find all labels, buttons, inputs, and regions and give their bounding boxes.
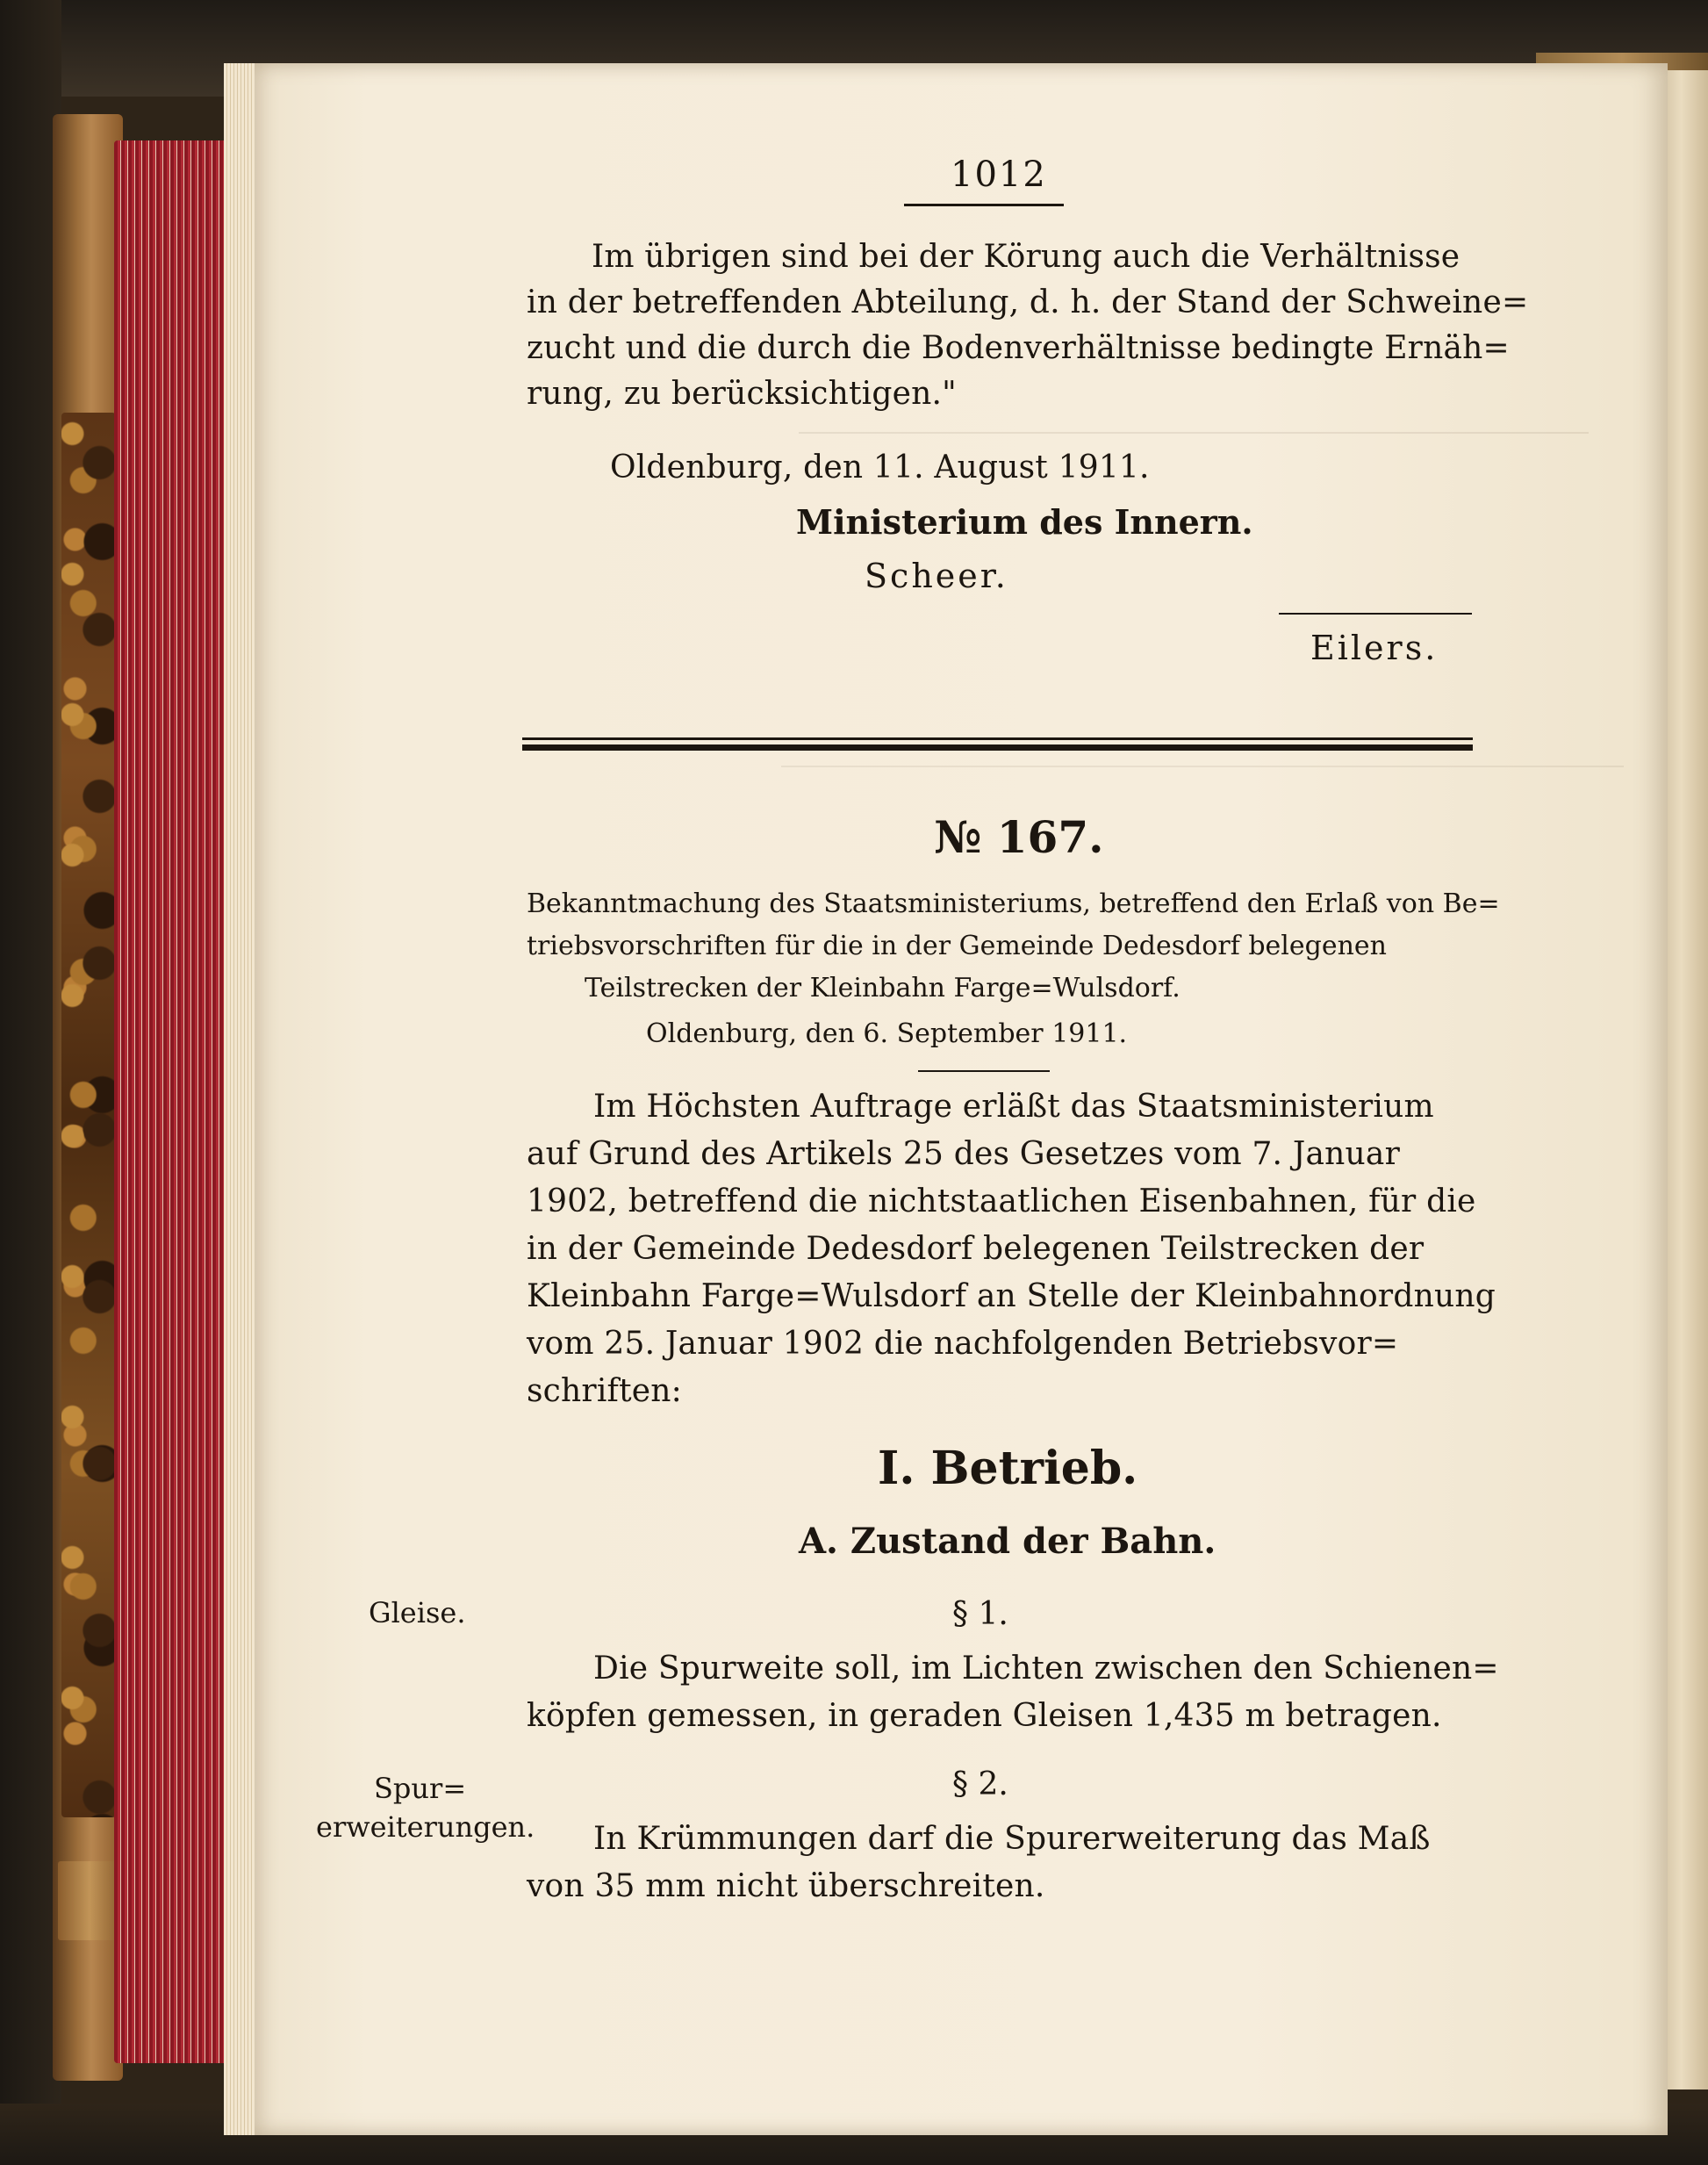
paragraph-line: In Krümmungen darf die Spurerweiterung das Maß — [593, 1821, 1431, 1857]
paragraph-line: von 35 mm nicht überschreiten. — [527, 1868, 1045, 1904]
continuation-line: zucht und die durch die Bodenverhältnisse bedingte Ernäh= — [527, 330, 1510, 366]
body-line: auf Grund des Artikels 25 des Gesetzes vom 7. Januar — [527, 1136, 1400, 1172]
announcement-heading-line: Teilstrecken der Kleinbahn Farge=Wulsdorf. — [585, 973, 1181, 1003]
spine-band — [58, 1861, 121, 1940]
announcement-place-date: Oldenburg, den 6. September 1911. — [646, 1018, 1128, 1049]
page-number-rule — [904, 204, 1064, 206]
paragraph-sign: § 1. — [952, 1596, 1008, 1632]
signature-ministry: Ministerium des Innern. — [796, 502, 1253, 542]
page-number: 1012 — [951, 155, 1047, 195]
marbled-cover — [61, 413, 116, 1817]
section-divider-thick — [522, 744, 1473, 751]
announcement-number: № 167. — [934, 811, 1104, 863]
paragraph-line: köpfen gemessen, in geraden Gleisen 1,435 m betragen. — [527, 1698, 1442, 1734]
signature-place-date: Oldenburg, den 11. August 1911. — [610, 450, 1150, 486]
body-line: Im Höchsten Auftrage erläßt das Staatsministerium — [593, 1089, 1434, 1125]
bleed-through-mark — [781, 766, 1624, 767]
body-line: schriften: — [527, 1373, 682, 1409]
body-line: in der Gemeinde Dedesdorf belegenen Teilstrecken der — [527, 1231, 1425, 1267]
body-line: Kleinbahn Farge=Wulsdorf an Stelle der Kleinbahnordnung — [527, 1278, 1496, 1314]
continuation-line: rung, zu berücksichtigen." — [527, 376, 957, 412]
body-line: 1902, betreffend die nichtstaatlichen Eisenbahnen, für die — [527, 1183, 1476, 1219]
margin-note: Gleise. — [369, 1596, 466, 1629]
bleed-through-mark — [799, 432, 1589, 434]
signature-name: Scheer. — [865, 557, 1008, 595]
section-divider — [522, 737, 1473, 740]
heading-rule — [918, 1070, 1050, 1072]
announcement-heading-line: triebsvorschriften für die in der Gemeinde Dedesdorf belegenen — [527, 931, 1387, 961]
signature-rule — [1279, 613, 1472, 615]
margin-note: Spur= — [374, 1772, 467, 1805]
book-page — [255, 63, 1668, 2135]
continuation-line: in der betreffenden Abteilung, d. h. der Stand der Schweine= — [527, 284, 1529, 320]
signature-name: Eilers. — [1310, 629, 1439, 667]
body-line: vom 25. Januar 1902 die nachfolgenden Betriebsvor= — [527, 1326, 1399, 1362]
facing-page-edge — [1663, 70, 1708, 2089]
margin-note: erweiterungen. — [316, 1810, 535, 1844]
announcement-heading-line: Bekanntmachung des Staatsministeriums, betreffend den Erlaß von Be= — [527, 888, 1500, 919]
paragraph-sign: § 2. — [952, 1766, 1008, 1802]
paragraph-line: Die Spurweite soll, im Lichten zwischen den Schienen= — [593, 1651, 1499, 1687]
part-heading: I. Betrieb. — [878, 1442, 1138, 1495]
section-heading: A. Zustand der Bahn. — [799, 1521, 1216, 1562]
continuation-line: Im übrigen sind bei der Körung auch die Verhältnisse — [592, 239, 1460, 275]
